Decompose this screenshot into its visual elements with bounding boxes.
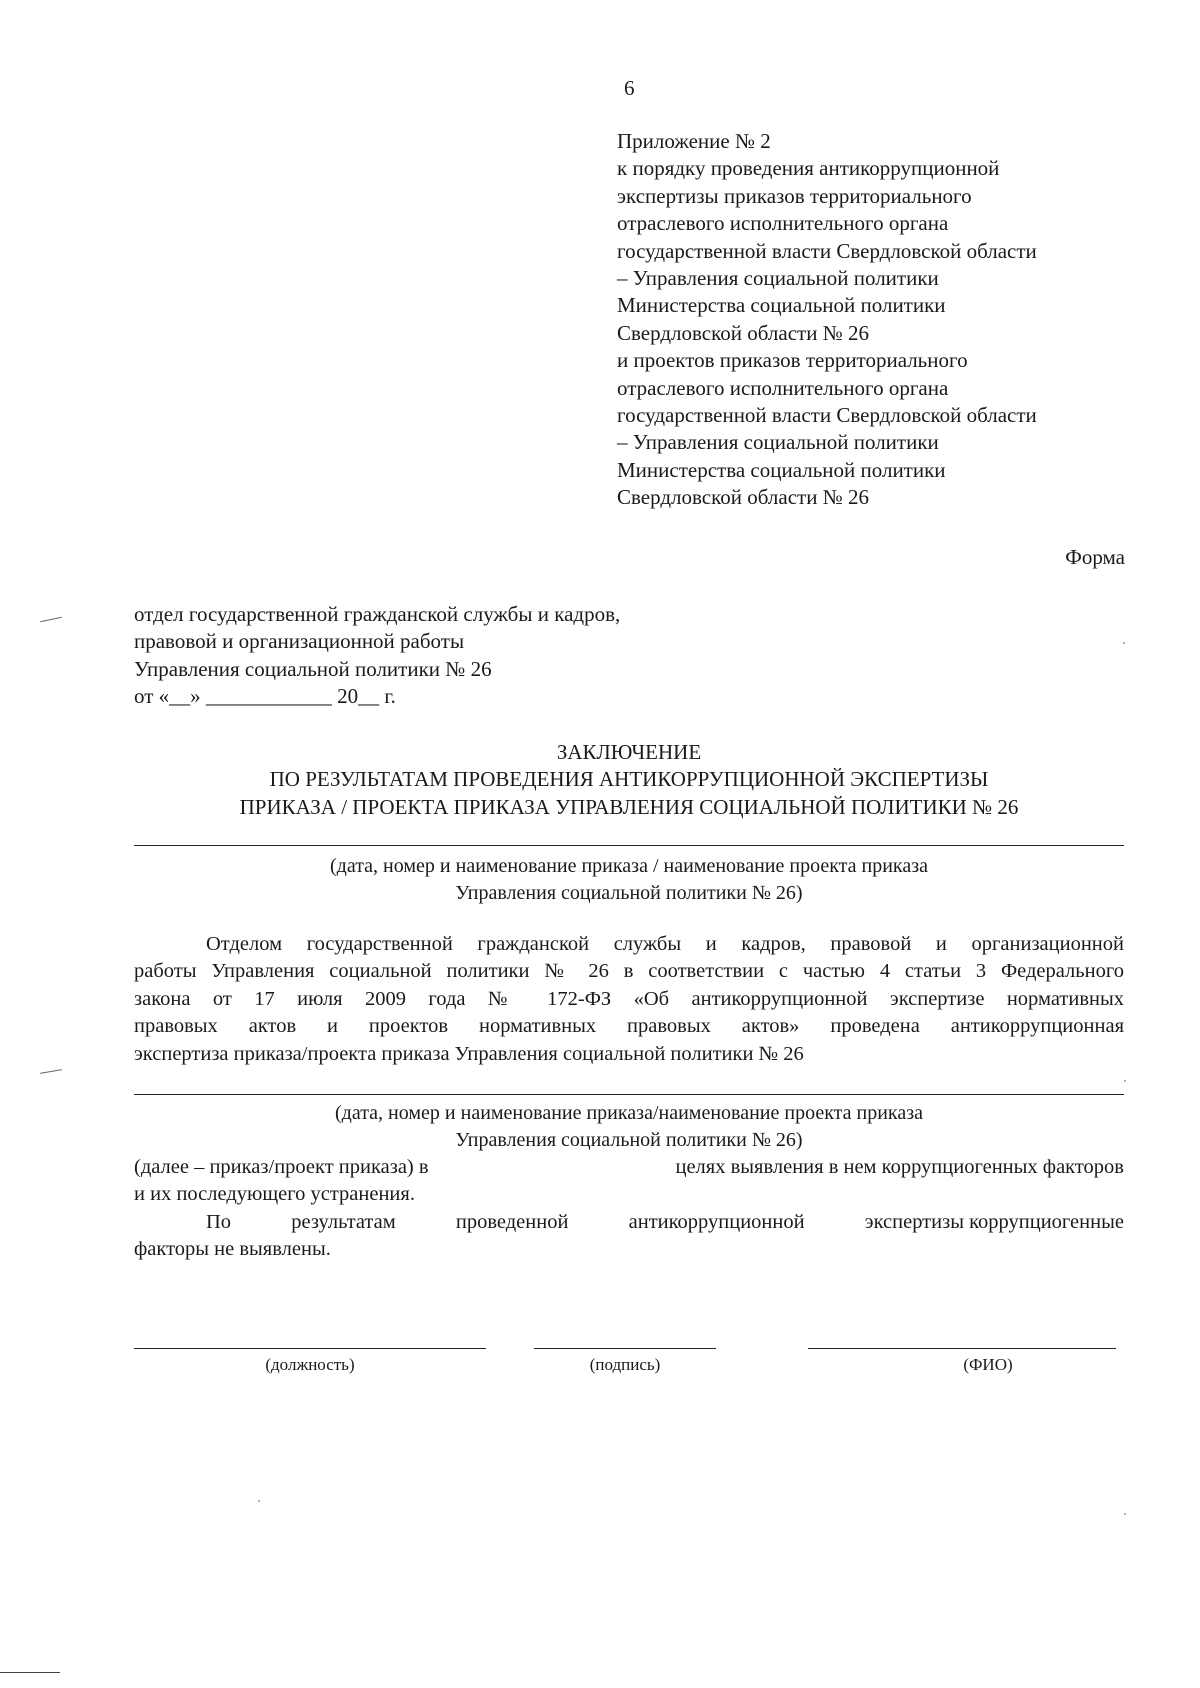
annex-line: Приложение № 2 <box>617 129 771 153</box>
annex-line: экспертизы приказов территориального <box>617 183 972 208</box>
name-signature-line <box>808 1348 1116 1349</box>
department-line: правовой и организационной работы <box>134 629 465 654</box>
text-part: результатам <box>291 1210 396 1233</box>
conclusion-line: и их последующего устранения. <box>134 1183 415 1206</box>
annex-line: Министерства социальной политики <box>617 293 946 318</box>
text-part: целях выявления в нем коррупциогенных факторов <box>675 1156 1124 1178</box>
fill-in-line <box>134 1094 1124 1095</box>
body-line: правовых актов и проектов нормативных правовых актов» проведена антикоррупционная <box>134 1015 1124 1038</box>
conclusion-line: факторы не выявлены. <box>134 1238 331 1261</box>
page-number: 6 <box>624 76 635 100</box>
conclusion-line <box>134 1154 1124 1181</box>
scan-dot <box>1123 642 1125 644</box>
fill-in-caption <box>134 853 1124 908</box>
annex-line: отраслевого исполнительного органа <box>617 375 949 400</box>
annex-line: Свердловской области № 26 <box>617 320 869 345</box>
annex-line: – Управления социальной политики <box>617 266 939 291</box>
body-paragraph <box>134 931 1124 1068</box>
scan-mark <box>0 1672 60 1673</box>
name-caption: (ФИО) <box>963 1355 1013 1374</box>
fill-in-line <box>134 845 1124 846</box>
scan-mark <box>40 1069 62 1074</box>
body-line: экспертиза приказа/проекта приказа Управления социальной политики № 26 <box>134 1042 804 1065</box>
annex-header <box>617 128 1037 512</box>
annex-line: к порядку проведения антикоррупционной <box>617 156 1000 181</box>
conclusion-paragraph <box>134 1154 1124 1264</box>
department-line: Управления социальной политики № 26 <box>134 656 492 681</box>
position-caption: (должность) <box>265 1355 355 1374</box>
text-part: проведенной <box>455 1210 569 1233</box>
text-part: антикоррупционной <box>628 1210 805 1233</box>
body-line: закона от 17 июля 2009 года № 172-ФЗ «Об антикоррупционной экспертизе нормативных <box>134 987 1124 1010</box>
department-line: отдел государственной гражданской службы и кадров, <box>134 602 621 626</box>
title-line: ПРИКАЗА / ПРОЕКТА ПРИКАЗА УПРАВЛЕНИЯ СОЦИАЛЬНОЙ ПОЛИТИКИ № 26 <box>239 794 1019 819</box>
caption-line: Управления социальной политики № 26) <box>455 1129 803 1152</box>
annex-line: Министерства социальной политики <box>617 457 946 482</box>
document-title <box>134 739 1124 821</box>
caption-line: Управления социальной политики № 26) <box>455 882 803 905</box>
signature-line <box>534 1348 716 1349</box>
position-signature-line <box>134 1348 486 1349</box>
fill-in-caption <box>134 1100 1124 1155</box>
form-label: Форма <box>1065 545 1125 569</box>
caption-line: (дата, номер и наименование приказа / наименование проекта приказа <box>330 855 928 877</box>
annex-line: государственной власти Свердловской области <box>617 238 1037 263</box>
scan-dot <box>1124 1080 1126 1082</box>
department-block <box>134 601 620 711</box>
conclusion-line <box>134 1209 1124 1236</box>
body-line: работы Управления социальной политики № 26 в соответствии с частью 4 статьи 3 Федерального <box>134 960 1124 983</box>
title-line: ПО РЕЗУЛЬТАТАМ ПРОВЕДЕНИЯ АНТИКОРРУПЦИОННОЙ ЭКСПЕРТИЗЫ <box>269 767 989 792</box>
text-part: экспертизы коррупциогенные <box>864 1210 1124 1233</box>
body-line: Отделом государственной гражданской службы и кадров, правовой и организационной <box>206 933 1124 955</box>
annex-line: – Управления социальной политики <box>617 430 939 455</box>
scan-mark <box>40 617 62 623</box>
title-line: ЗАКЛЮЧЕНИЕ <box>556 740 702 764</box>
text-part: (далее – приказ/проект приказа) в <box>134 1156 429 1178</box>
caption-line: (дата, номер и наименование приказа/наименование проекта приказа <box>335 1102 923 1124</box>
signature-caption: (подпись) <box>589 1355 661 1374</box>
annex-line: отраслевого исполнительного органа <box>617 211 949 236</box>
annex-line: государственной власти Свердловской области <box>617 403 1037 428</box>
annex-line: и проектов приказов территориального <box>617 348 968 373</box>
text-part: По <box>206 1210 232 1233</box>
date-line: от «__» ____________ 20__ г. <box>134 684 396 709</box>
scan-dot <box>258 1500 260 1502</box>
scan-dot <box>1124 1513 1126 1515</box>
annex-line: Свердловской области № 26 <box>617 485 869 510</box>
